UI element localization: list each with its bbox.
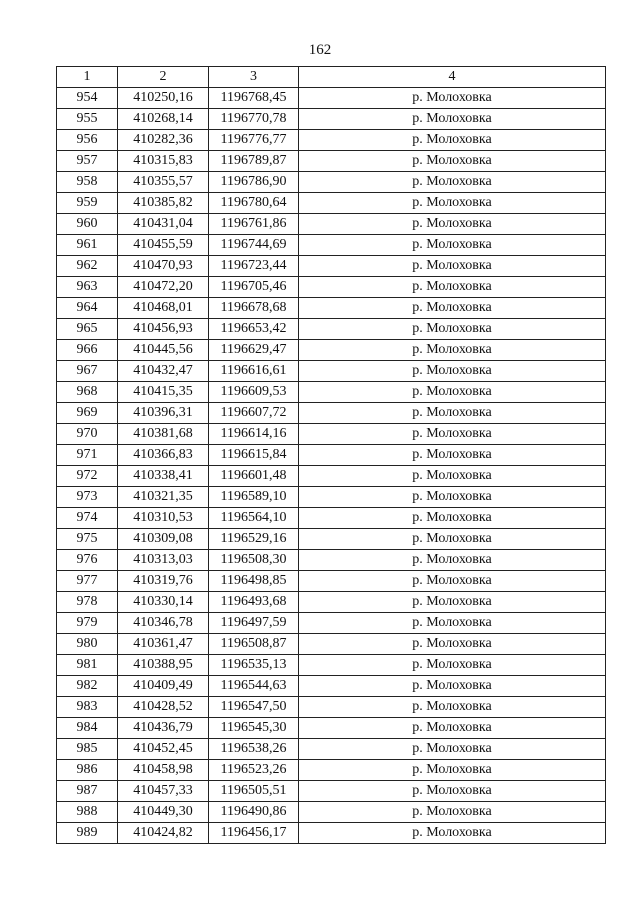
column-header-1: 1 bbox=[57, 67, 118, 88]
description-cell: р. Молоховка bbox=[299, 298, 606, 319]
point-number-cell: 986 bbox=[57, 760, 118, 781]
y-coordinate-cell: 1196589,10 bbox=[209, 487, 299, 508]
x-coordinate-cell: 410431,04 bbox=[118, 214, 209, 235]
table-row bbox=[57, 802, 606, 823]
table-row bbox=[57, 424, 606, 445]
point-number-cell: 967 bbox=[57, 361, 118, 382]
description-cell: р. Молоховка bbox=[299, 613, 606, 634]
table-row bbox=[57, 466, 606, 487]
description-cell: р. Молоховка bbox=[299, 634, 606, 655]
x-coordinate-cell: 410321,35 bbox=[118, 487, 209, 508]
y-coordinate-cell: 1196547,50 bbox=[209, 697, 299, 718]
y-coordinate-cell: 1196776,77 bbox=[209, 130, 299, 151]
table-row bbox=[57, 214, 606, 235]
table-body bbox=[57, 88, 606, 844]
point-number-cell: 966 bbox=[57, 340, 118, 361]
point-number-cell: 980 bbox=[57, 634, 118, 655]
table-row bbox=[57, 361, 606, 382]
table-row bbox=[57, 655, 606, 676]
x-coordinate-cell: 410436,79 bbox=[118, 718, 209, 739]
table-row bbox=[57, 760, 606, 781]
table-row bbox=[57, 109, 606, 130]
description-cell: р. Молоховка bbox=[299, 466, 606, 487]
table-row bbox=[57, 151, 606, 172]
y-coordinate-cell: 1196538,26 bbox=[209, 739, 299, 760]
y-coordinate-cell: 1196545,30 bbox=[209, 718, 299, 739]
point-number-cell: 984 bbox=[57, 718, 118, 739]
point-number-cell: 985 bbox=[57, 739, 118, 760]
x-coordinate-cell: 410381,68 bbox=[118, 424, 209, 445]
table-row bbox=[57, 676, 606, 697]
y-coordinate-cell: 1196615,84 bbox=[209, 445, 299, 466]
description-cell: р. Молоховка bbox=[299, 487, 606, 508]
table-header-row bbox=[57, 67, 606, 88]
table-row bbox=[57, 88, 606, 109]
description-cell: р. Молоховка bbox=[299, 802, 606, 823]
point-number-cell: 976 bbox=[57, 550, 118, 571]
x-coordinate-cell: 410449,30 bbox=[118, 802, 209, 823]
y-coordinate-cell: 1196723,44 bbox=[209, 256, 299, 277]
table-row bbox=[57, 592, 606, 613]
x-coordinate-cell: 410361,47 bbox=[118, 634, 209, 655]
description-cell: р. Молоховка bbox=[299, 592, 606, 613]
x-coordinate-cell: 410415,35 bbox=[118, 382, 209, 403]
point-number-cell: 958 bbox=[57, 172, 118, 193]
description-cell: р. Молоховка bbox=[299, 718, 606, 739]
description-cell: р. Молоховка bbox=[299, 697, 606, 718]
point-number-cell: 988 bbox=[57, 802, 118, 823]
x-coordinate-cell: 410409,49 bbox=[118, 676, 209, 697]
description-cell: р. Молоховка bbox=[299, 235, 606, 256]
description-cell: р. Молоховка bbox=[299, 739, 606, 760]
x-coordinate-cell: 410250,16 bbox=[118, 88, 209, 109]
y-coordinate-cell: 1196497,59 bbox=[209, 613, 299, 634]
table-row bbox=[57, 298, 606, 319]
table-row bbox=[57, 529, 606, 550]
point-number-cell: 977 bbox=[57, 571, 118, 592]
y-coordinate-cell: 1196523,26 bbox=[209, 760, 299, 781]
y-coordinate-cell: 1196653,42 bbox=[209, 319, 299, 340]
x-coordinate-cell: 410445,56 bbox=[118, 340, 209, 361]
table-row bbox=[57, 382, 606, 403]
point-number-cell: 982 bbox=[57, 676, 118, 697]
description-cell: р. Молоховка bbox=[299, 676, 606, 697]
y-coordinate-cell: 1196544,63 bbox=[209, 676, 299, 697]
description-cell: р. Молоховка bbox=[299, 193, 606, 214]
x-coordinate-cell: 410388,95 bbox=[118, 655, 209, 676]
y-coordinate-cell: 1196535,13 bbox=[209, 655, 299, 676]
column-header-4: 4 bbox=[299, 67, 606, 88]
table-row bbox=[57, 550, 606, 571]
table-row bbox=[57, 571, 606, 592]
y-coordinate-cell: 1196780,64 bbox=[209, 193, 299, 214]
x-coordinate-cell: 410315,83 bbox=[118, 151, 209, 172]
x-coordinate-cell: 410396,31 bbox=[118, 403, 209, 424]
x-coordinate-cell: 410432,47 bbox=[118, 361, 209, 382]
description-cell: р. Молоховка bbox=[299, 319, 606, 340]
table-row bbox=[57, 613, 606, 634]
x-coordinate-cell: 410385,82 bbox=[118, 193, 209, 214]
column-header-3: 3 bbox=[209, 67, 299, 88]
x-coordinate-cell: 410355,57 bbox=[118, 172, 209, 193]
y-coordinate-cell: 1196508,87 bbox=[209, 634, 299, 655]
y-coordinate-cell: 1196614,16 bbox=[209, 424, 299, 445]
x-coordinate-cell: 410424,82 bbox=[118, 823, 209, 844]
point-number-cell: 971 bbox=[57, 445, 118, 466]
y-coordinate-cell: 1196508,30 bbox=[209, 550, 299, 571]
description-cell: р. Молоховка bbox=[299, 823, 606, 844]
x-coordinate-cell: 410452,45 bbox=[118, 739, 209, 760]
y-coordinate-cell: 1196629,47 bbox=[209, 340, 299, 361]
table-row bbox=[57, 445, 606, 466]
y-coordinate-cell: 1196705,46 bbox=[209, 277, 299, 298]
x-coordinate-cell: 410468,01 bbox=[118, 298, 209, 319]
x-coordinate-cell: 410282,36 bbox=[118, 130, 209, 151]
point-number-cell: 975 bbox=[57, 529, 118, 550]
x-coordinate-cell: 410268,14 bbox=[118, 109, 209, 130]
x-coordinate-cell: 410346,78 bbox=[118, 613, 209, 634]
y-coordinate-cell: 1196505,51 bbox=[209, 781, 299, 802]
description-cell: р. Молоховка bbox=[299, 655, 606, 676]
y-coordinate-cell: 1196607,72 bbox=[209, 403, 299, 424]
point-number-cell: 957 bbox=[57, 151, 118, 172]
point-number-cell: 973 bbox=[57, 487, 118, 508]
point-number-cell: 962 bbox=[57, 256, 118, 277]
description-cell: р. Молоховка bbox=[299, 151, 606, 172]
x-coordinate-cell: 410472,20 bbox=[118, 277, 209, 298]
point-number-cell: 968 bbox=[57, 382, 118, 403]
table-row bbox=[57, 277, 606, 298]
table-row bbox=[57, 697, 606, 718]
point-number-cell: 964 bbox=[57, 298, 118, 319]
table-row bbox=[57, 340, 606, 361]
table-row bbox=[57, 403, 606, 424]
description-cell: р. Молоховка bbox=[299, 361, 606, 382]
description-cell: р. Молоховка bbox=[299, 760, 606, 781]
description-cell: р. Молоховка bbox=[299, 88, 606, 109]
point-number-cell: 983 bbox=[57, 697, 118, 718]
table-row bbox=[57, 319, 606, 340]
y-coordinate-cell: 1196609,53 bbox=[209, 382, 299, 403]
y-coordinate-cell: 1196770,78 bbox=[209, 109, 299, 130]
point-number-cell: 969 bbox=[57, 403, 118, 424]
y-coordinate-cell: 1196456,17 bbox=[209, 823, 299, 844]
table-row bbox=[57, 634, 606, 655]
y-coordinate-cell: 1196564,10 bbox=[209, 508, 299, 529]
description-cell: р. Молоховка bbox=[299, 445, 606, 466]
y-coordinate-cell: 1196493,68 bbox=[209, 592, 299, 613]
point-number-cell: 978 bbox=[57, 592, 118, 613]
y-coordinate-cell: 1196490,86 bbox=[209, 802, 299, 823]
y-coordinate-cell: 1196616,61 bbox=[209, 361, 299, 382]
table-row bbox=[57, 256, 606, 277]
table-row bbox=[57, 487, 606, 508]
y-coordinate-cell: 1196768,45 bbox=[209, 88, 299, 109]
description-cell: р. Молоховка bbox=[299, 172, 606, 193]
point-number-cell: 981 bbox=[57, 655, 118, 676]
table-row bbox=[57, 718, 606, 739]
description-cell: р. Молоховка bbox=[299, 571, 606, 592]
table-row bbox=[57, 823, 606, 844]
y-coordinate-cell: 1196601,48 bbox=[209, 466, 299, 487]
coordinates-table bbox=[56, 66, 606, 844]
description-cell: р. Молоховка bbox=[299, 277, 606, 298]
column-header-2: 2 bbox=[118, 67, 209, 88]
x-coordinate-cell: 410458,98 bbox=[118, 760, 209, 781]
description-cell: р. Молоховка bbox=[299, 529, 606, 550]
point-number-cell: 965 bbox=[57, 319, 118, 340]
y-coordinate-cell: 1196761,86 bbox=[209, 214, 299, 235]
description-cell: р. Молоховка bbox=[299, 130, 606, 151]
description-cell: р. Молоховка bbox=[299, 508, 606, 529]
point-number-cell: 961 bbox=[57, 235, 118, 256]
point-number-cell: 970 bbox=[57, 424, 118, 445]
x-coordinate-cell: 410319,76 bbox=[118, 571, 209, 592]
description-cell: р. Молоховка bbox=[299, 340, 606, 361]
y-coordinate-cell: 1196678,68 bbox=[209, 298, 299, 319]
table-row bbox=[57, 508, 606, 529]
point-number-cell: 955 bbox=[57, 109, 118, 130]
x-coordinate-cell: 410310,53 bbox=[118, 508, 209, 529]
x-coordinate-cell: 410309,08 bbox=[118, 529, 209, 550]
description-cell: р. Молоховка bbox=[299, 256, 606, 277]
x-coordinate-cell: 410338,41 bbox=[118, 466, 209, 487]
point-number-cell: 987 bbox=[57, 781, 118, 802]
point-number-cell: 959 bbox=[57, 193, 118, 214]
x-coordinate-cell: 410313,03 bbox=[118, 550, 209, 571]
table-row bbox=[57, 130, 606, 151]
x-coordinate-cell: 410470,93 bbox=[118, 256, 209, 277]
y-coordinate-cell: 1196786,90 bbox=[209, 172, 299, 193]
table-row bbox=[57, 193, 606, 214]
x-coordinate-cell: 410457,33 bbox=[118, 781, 209, 802]
point-number-cell: 954 bbox=[57, 88, 118, 109]
description-cell: р. Молоховка bbox=[299, 424, 606, 445]
point-number-cell: 963 bbox=[57, 277, 118, 298]
point-number-cell: 960 bbox=[57, 214, 118, 235]
page-number: 162 bbox=[308, 42, 332, 58]
description-cell: р. Молоховка bbox=[299, 382, 606, 403]
table-row bbox=[57, 781, 606, 802]
point-number-cell: 989 bbox=[57, 823, 118, 844]
description-cell: р. Молоховка bbox=[299, 781, 606, 802]
y-coordinate-cell: 1196789,87 bbox=[209, 151, 299, 172]
description-cell: р. Молоховка bbox=[299, 403, 606, 424]
x-coordinate-cell: 410456,93 bbox=[118, 319, 209, 340]
x-coordinate-cell: 410366,83 bbox=[118, 445, 209, 466]
point-number-cell: 972 bbox=[57, 466, 118, 487]
description-cell: р. Молоховка bbox=[299, 214, 606, 235]
point-number-cell: 979 bbox=[57, 613, 118, 634]
point-number-cell: 956 bbox=[57, 130, 118, 151]
y-coordinate-cell: 1196744,69 bbox=[209, 235, 299, 256]
table-row bbox=[57, 235, 606, 256]
x-coordinate-cell: 410330,14 bbox=[118, 592, 209, 613]
description-cell: р. Молоховка bbox=[299, 550, 606, 571]
point-number-cell: 974 bbox=[57, 508, 118, 529]
y-coordinate-cell: 1196498,85 bbox=[209, 571, 299, 592]
x-coordinate-cell: 410455,59 bbox=[118, 235, 209, 256]
y-coordinate-cell: 1196529,16 bbox=[209, 529, 299, 550]
table-row bbox=[57, 739, 606, 760]
x-coordinate-cell: 410428,52 bbox=[118, 697, 209, 718]
table-row bbox=[57, 172, 606, 193]
description-cell: р. Молоховка bbox=[299, 109, 606, 130]
